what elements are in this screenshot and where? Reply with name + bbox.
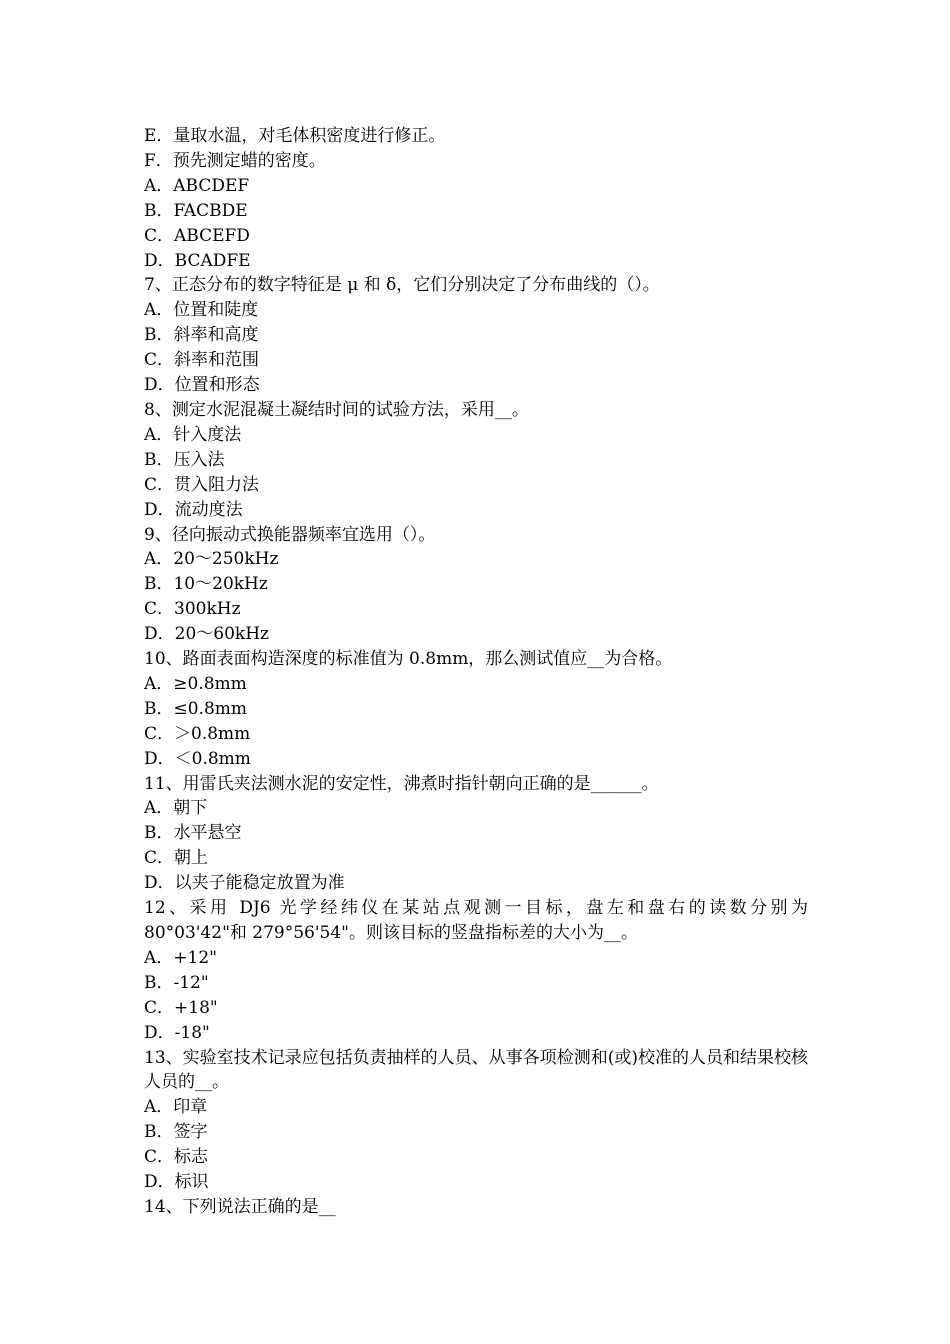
question-9: 9、径向振动式换能器频率宜选用（）。 bbox=[144, 524, 436, 545]
q10-option-c: C．＞0.8mm bbox=[144, 723, 251, 744]
question-13: 13、实验室技术记录应包括负责抽样的人员、从事各项检测和(或)校准的人员和结果校核人员的__。 bbox=[144, 1047, 808, 1093]
q10-option-d: D．＜0.8mm bbox=[144, 748, 251, 769]
q13-option-c: C．标志 bbox=[144, 1147, 209, 1168]
q13-option-a: A．印章 bbox=[144, 1097, 208, 1118]
question-11: 11、用雷氏夹法测水泥的安定性，沸煮时指针朝向正确的是______。 bbox=[144, 773, 659, 794]
q6-option-d: D．BCADFE bbox=[144, 250, 251, 271]
question-14: 14、下列说法正确的是__ bbox=[144, 1196, 336, 1217]
q12-option-b: B．-12" bbox=[144, 972, 209, 993]
q7-option-b: B．斜率和高度 bbox=[144, 325, 259, 346]
q9-option-b: B．10～20kHz bbox=[144, 574, 268, 595]
q8-option-d: D．流动度法 bbox=[144, 499, 243, 520]
q7-option-c: C．斜率和范围 bbox=[144, 350, 260, 371]
q9-option-d: D．20～60kHz bbox=[144, 624, 269, 645]
q11-option-b: B．水平悬空 bbox=[144, 823, 242, 844]
q9-option-a: A．20～250kHz bbox=[144, 549, 279, 570]
q10-option-a: A．≥0.8mm bbox=[144, 673, 247, 694]
q11-option-c: C．朝上 bbox=[144, 848, 209, 869]
q11-option-d: D．以夹子能稳定放置为准 bbox=[144, 873, 345, 894]
question-7: 7、正态分布的数字特征是 μ 和 δ，它们分别决定了分布曲线的（）。 bbox=[144, 275, 660, 296]
q7-option-d: D．位置和形态 bbox=[144, 375, 260, 396]
question-8: 8、测定水泥混凝土凝结时间的试验方法，采用__。 bbox=[144, 399, 529, 420]
question-10: 10、路面表面构造深度的标准值为 0.8mm，那么测试值应__为合格。 bbox=[144, 649, 673, 670]
q13-option-d: D．标识 bbox=[144, 1172, 209, 1193]
q12-option-a: A．+12" bbox=[144, 947, 217, 968]
q6-option-c: C．ABCEFD bbox=[144, 225, 250, 246]
q8-option-b: B．压入法 bbox=[144, 449, 225, 470]
option-e-line: E．量取水温，对毛体积密度进行修正。 bbox=[144, 126, 446, 146]
q7-option-a: A．位置和陡度 bbox=[144, 300, 259, 321]
q9-option-c: C．300kHz bbox=[144, 599, 241, 620]
q11-option-a: A．朝下 bbox=[144, 798, 208, 819]
q12-option-d: D．-18" bbox=[144, 1022, 210, 1043]
q13-option-b: B．签字 bbox=[144, 1122, 208, 1143]
q8-option-a: A．针入度法 bbox=[144, 424, 242, 445]
q6-option-b: B．FACBDE bbox=[144, 200, 248, 221]
option-f-line: F．预先测定蜡的密度。 bbox=[144, 150, 326, 171]
document-page bbox=[144, 124, 808, 1220]
q6-option-a: A．ABCDEF bbox=[144, 175, 250, 196]
q8-option-c: C．贯入阻力法 bbox=[144, 474, 260, 495]
q12-option-c: C．+18" bbox=[144, 997, 218, 1018]
question-12: 12、采用 DJ6 光学经纬仪在某站点观测一目标，盘左和盘右的读数分别为 80°03'42"和 279°56'54"。则该目标的竖盘指标差的大小为__。 bbox=[144, 898, 808, 943]
q10-option-b: B．≤0.8mm bbox=[144, 698, 248, 719]
